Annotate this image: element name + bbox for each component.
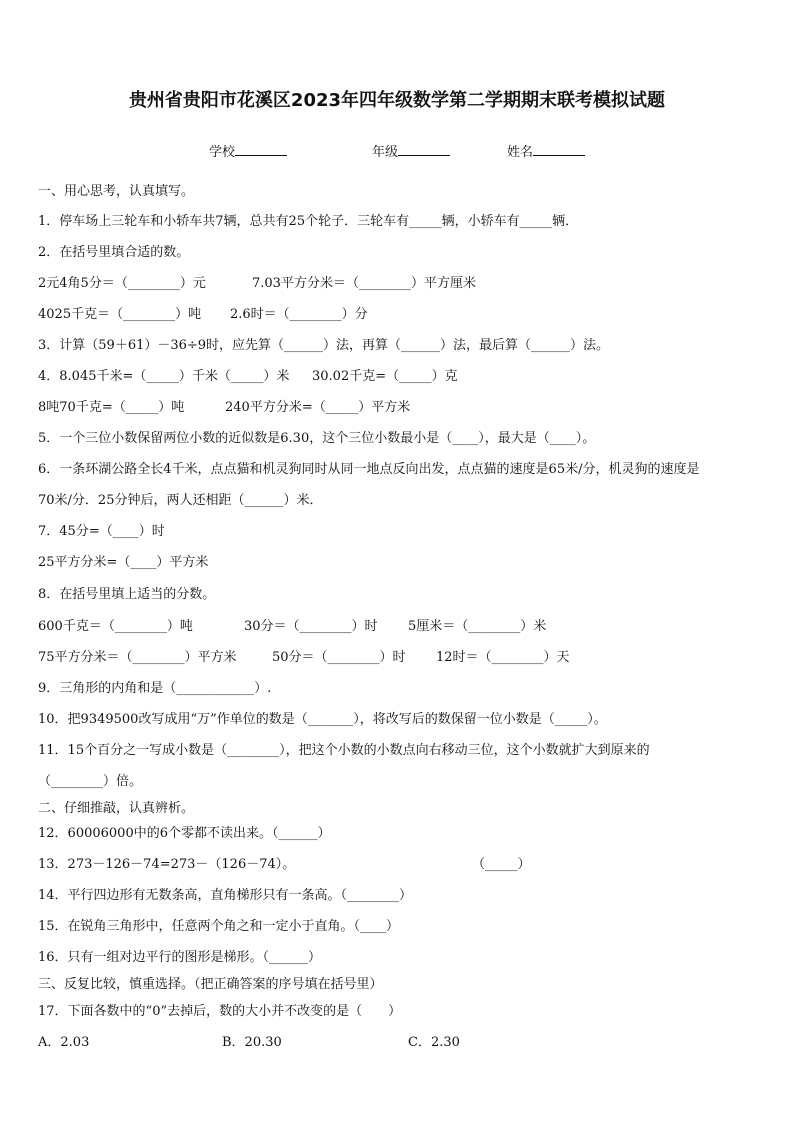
question-4c: 8吨70千克=（_____）吨 <box>38 400 185 415</box>
exam-title: 贵州省贵阳市花溪区2023年四年级数学第二学期期末联考模拟试题 <box>128 90 666 111</box>
question-13-row <box>38 853 758 871</box>
question-4-row-1 <box>38 365 758 383</box>
question-2d: 2.6时＝（________）分 <box>230 307 368 322</box>
name-label: 姓名 <box>507 145 534 160</box>
question-2-row-1 <box>38 272 758 290</box>
question-11-line-1: 11．15个百分之一写成小数是（________），把这个小数的小数点向右移动三位，这个小数就扩大到原来的 <box>38 743 650 758</box>
question-13: 13．273－126－74=273－（126－74）。 <box>38 857 296 872</box>
question-9: 9．三角形的内角和是（____________）. <box>38 681 272 696</box>
question-7a: 7．45分=（____）时 <box>38 524 165 539</box>
school-field <box>209 141 287 160</box>
question-13-answer: （_____） <box>472 857 531 872</box>
question-8b: 30分＝（________）时 <box>244 619 378 634</box>
question-8: 8．在括号里填上适当的分数。 <box>38 587 216 602</box>
question-17-options <box>38 1031 758 1049</box>
question-4b: 30.02千克=（_____）克 <box>312 369 458 384</box>
option-c: C．2.30 <box>408 1035 460 1050</box>
option-b: B．20.30 <box>222 1035 282 1050</box>
question-3: 3．计算（59＋61）－36÷9时，应先算（______）法，再算（______）法，最后算（______）法。 <box>38 338 610 353</box>
question-17: 17．下面各数中的“0”去掉后，数的大小并不改变的是（ ） <box>38 1004 402 1019</box>
question-5: 5．一个三位小数保留两位小数的近似数是6.30，这个三位小数最小是（____），最大是（____）。 <box>38 431 596 446</box>
question-2: 2．在括号里填合适的数。 <box>38 245 190 260</box>
question-16: 16．只有一组对边平行的图形是梯形。（______） <box>38 950 322 965</box>
question-8e: 50分＝（________）时 <box>272 650 406 665</box>
name-blank <box>533 144 585 156</box>
school-label: 学校 <box>209 145 236 160</box>
question-8-row-2 <box>38 646 758 664</box>
grade-label: 年级 <box>372 145 399 160</box>
question-2c: 4025千克＝（________）吨 <box>38 307 202 322</box>
grade-blank <box>398 144 450 156</box>
question-7b: 25平方分米=（____）平方米 <box>38 555 209 570</box>
grade-field <box>372 141 450 160</box>
section-2-heading: 二、仔细推敲，认真辨析。 <box>38 801 195 816</box>
question-15: 15．在锐角三角形中，任意两个角之和一定小于直角。（____） <box>38 919 400 934</box>
question-4-row-2 <box>38 396 758 414</box>
question-2b: 7.03平方分米＝（________）平方厘米 <box>252 276 476 291</box>
question-2-row-2 <box>38 303 758 321</box>
question-6-line-1: 6．一条环湖公路全长4千米，点点猫和机灵狗同时从同一地点反向出发，点点猫的速度是65米/分，机灵狗的速度是 <box>38 462 700 477</box>
question-8d: 75平方分米＝（________）平方米 <box>38 650 237 665</box>
question-12: 12．60006000中的6个零都不读出来。（______） <box>38 826 331 841</box>
question-2a: 2元4角5分＝（________）元 <box>38 276 206 291</box>
question-4d: 240平方分米=（_____）平方米 <box>225 400 411 415</box>
section-1-heading: 一、用心思考，认真填写。 <box>38 184 195 199</box>
question-8-row-1 <box>38 615 758 633</box>
question-6-line-2: 70米/分．25分钟后，两人还相距（______）米． <box>38 493 323 508</box>
question-8c: 5厘米＝（________）米 <box>408 619 547 634</box>
school-blank <box>235 144 287 156</box>
question-14: 14．平行四边形有无数条高，直角梯形只有一条高。（________） <box>38 888 413 903</box>
question-8f: 12时＝（________）天 <box>436 650 570 665</box>
question-10: 10．把9349500改写成用“万”作单位的数是（_______），将改写后的数保留一位小数是（_____）。 <box>38 712 607 727</box>
question-11-line-2: （________）倍。 <box>38 774 143 789</box>
question-1: 1．停车场上三轮车和小轿车共7辆，总共有25个轮子．三轮车有_____辆，小轿车有_____辆． <box>38 214 579 229</box>
question-8a: 600千克＝（________）吨 <box>38 619 193 634</box>
question-4a: 4．8.045千米=（_____）千米（_____）米 <box>38 369 290 384</box>
section-3-heading: 三、反复比较，慎重选择。（把正确答案的序号填在括号里） <box>38 977 383 992</box>
name-field <box>507 141 585 160</box>
option-a: A．2.03 <box>38 1035 90 1050</box>
